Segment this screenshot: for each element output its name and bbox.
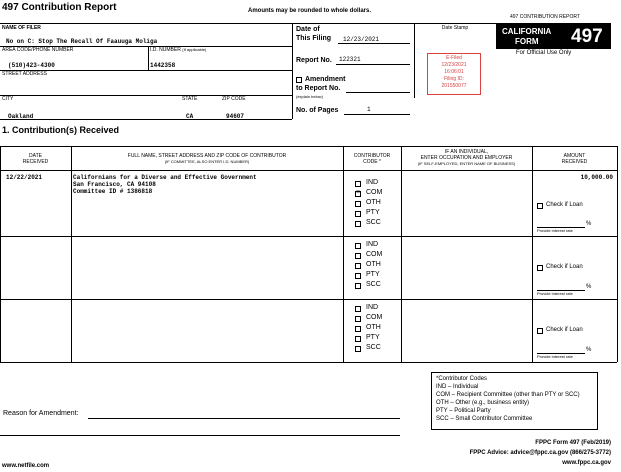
amendment-label-1: Amendment (305, 76, 346, 83)
form-number-box: CALIFORNIA FORM 497 (496, 23, 611, 49)
netfile-url[interactable]: www.netfile.com (2, 463, 50, 469)
report-no-value: 122321 (339, 56, 361, 63)
row2-pct: % (586, 284, 592, 290)
form-ref-top: 497 CONTRIBUTION REPORT (510, 14, 580, 20)
city-value: Oakland (8, 113, 34, 120)
col-code-header: CONTRIBUTOR CODE * (353, 153, 391, 165)
row1-code-scc-label: SCC (366, 219, 381, 226)
amendment-checkbox[interactable] (296, 77, 302, 83)
row3-code-scc-label: SCC (366, 344, 381, 351)
row1-pct: % (586, 221, 592, 227)
date-filing-value: 12/23/2021 (343, 36, 380, 43)
row2-code-pty-label: PTY (366, 271, 380, 278)
row1-amount: 10,000.00 (580, 174, 613, 181)
row2-code-ind[interactable] (355, 243, 361, 249)
form-id-footer: FPPC Form 497 (Feb/2019) (535, 440, 611, 446)
section-title: 1. Contribution(s) Received (2, 125, 120, 135)
pages-label: No. of Pages (296, 107, 339, 114)
row1-interest-label: Provide interest rate (537, 228, 573, 233)
row1-code-ind-label: IND (366, 179, 379, 186)
date-filing-label-2: This Filing (296, 35, 331, 42)
row3-loan-checkbox[interactable] (537, 328, 543, 334)
filer-name-label: NAME OF FILER (2, 25, 41, 31)
row3-interest-label: Provide interest rate (537, 354, 573, 359)
id-label: I.D. NUMBER (If applicable) (150, 47, 207, 53)
col-amount-header: AMOUNT RECEIVED (561, 153, 588, 165)
row2-code-com-label: COM (366, 251, 383, 258)
row3-code-ind[interactable] (355, 306, 361, 312)
phone-value: (510)423-4300 (8, 62, 55, 69)
zip-label: ZIP CODE (222, 96, 246, 102)
row2-code-scc-label: SCC (366, 281, 381, 288)
report-no-label: Report No. (296, 57, 332, 64)
phone-label: AREA CODE/PHONE NUMBER (2, 47, 74, 53)
row1-code-com[interactable] (355, 191, 361, 197)
row1-contributor: Californians for a Diverse and Effective Government San Francisco, CA 94108 Committee ID # 1386818 (73, 174, 257, 195)
row3-loan-label: Check if Loan (546, 327, 583, 333)
efile-stamp: E-Filed 12/23/2021 16:06:01 Filing ID: 201550077 (427, 53, 481, 95)
fppc-advice: FPPC Advice: advice@fppc.ca.gov (866/275-3772) (469, 450, 611, 456)
row1-code-pty[interactable] (355, 211, 361, 217)
state-label: STATE (182, 96, 198, 102)
zip-value: 94607 (226, 113, 245, 120)
row3-code-com[interactable] (355, 316, 361, 322)
row1-loan-checkbox[interactable] (537, 203, 543, 209)
col-contributor-header: FULL NAME, STREET ADDRESS AND ZIP CODE OF CONTRIBUTOR (IF COMMITTEE, ALSO ENTER I.D. NUMBER) (127, 153, 287, 164)
row1-code-oth-label: OTH (366, 199, 381, 206)
pages-value: 1 (367, 106, 371, 113)
address-label: STREET ADDRESS (2, 71, 47, 77)
id-value: 1442358 (150, 62, 176, 69)
official-use-label: For Official Use Only (516, 50, 572, 56)
row2-loan-label: Check if Loan (546, 264, 583, 270)
row3-code-oth[interactable] (355, 326, 361, 332)
row1-code-pty-label: PTY (366, 209, 380, 216)
col-occupation-header: IF AN INDIVIDUAL, ENTER OCCUPATION AND EMPLOYER (IF SELF-EMPLOYED, ENTER NAME OF BUSINESS) (417, 149, 516, 166)
col-date-header: DATE RECEIVED (22, 153, 49, 165)
row2-code-scc[interactable] (355, 283, 361, 289)
row1-code-scc[interactable] (355, 221, 361, 227)
row3-code-oth-label: OTH (366, 324, 381, 331)
row2-code-com[interactable] (355, 253, 361, 259)
row2-interest-label: Provide interest rate (537, 291, 573, 296)
row2-loan-checkbox[interactable] (537, 265, 543, 271)
reason-line[interactable] (88, 418, 400, 419)
row1-code-oth[interactable] (355, 201, 361, 207)
row3-code-scc[interactable] (355, 346, 361, 352)
fppc-website: www.fppc.ca.gov (562, 460, 611, 466)
city-label: CITY (2, 96, 14, 102)
row3-code-com-label: COM (366, 314, 383, 321)
amendment-note: (explain below) (296, 94, 323, 99)
rounding-note: Amounts may be rounded to whole dollars. (248, 8, 372, 14)
row2-code-oth-label: OTH (366, 261, 381, 268)
row1-code-com-label: COM (366, 189, 383, 196)
row3-code-ind-label: IND (366, 304, 379, 311)
date-filing-label-1: Date of (296, 26, 320, 33)
reason-label: Reason for Amendment: (3, 410, 79, 417)
row1-date: 12/22/2021 (6, 174, 43, 181)
row3-code-pty-label: PTY (366, 334, 380, 341)
row1-loan-label: Check if Loan (546, 202, 583, 208)
row1-code-ind[interactable] (355, 181, 361, 187)
state-value: CA (186, 113, 194, 120)
amendment-label-2: to Report No. (296, 85, 341, 92)
row3-pct: % (586, 347, 592, 353)
row3-code-pty[interactable] (355, 336, 361, 342)
row2-code-ind-label: IND (366, 241, 379, 248)
row2-code-pty[interactable] (355, 273, 361, 279)
filer-name-value: No on C: Stop The Recall Of Faauuga Moliga (6, 38, 158, 45)
contributor-codes-legend: *Contributor Codes IND – Individual COM – Recipient Committee (other than PTY or SCC) OTH – Other (e.g., business entity) PTY – Political Party SCC – Small Contributor Committee (431, 372, 598, 430)
row2-code-oth[interactable] (355, 263, 361, 269)
date-stamp-label: Date Stamp (441, 25, 469, 31)
form-title: 497 Contribution Report (2, 2, 117, 13)
